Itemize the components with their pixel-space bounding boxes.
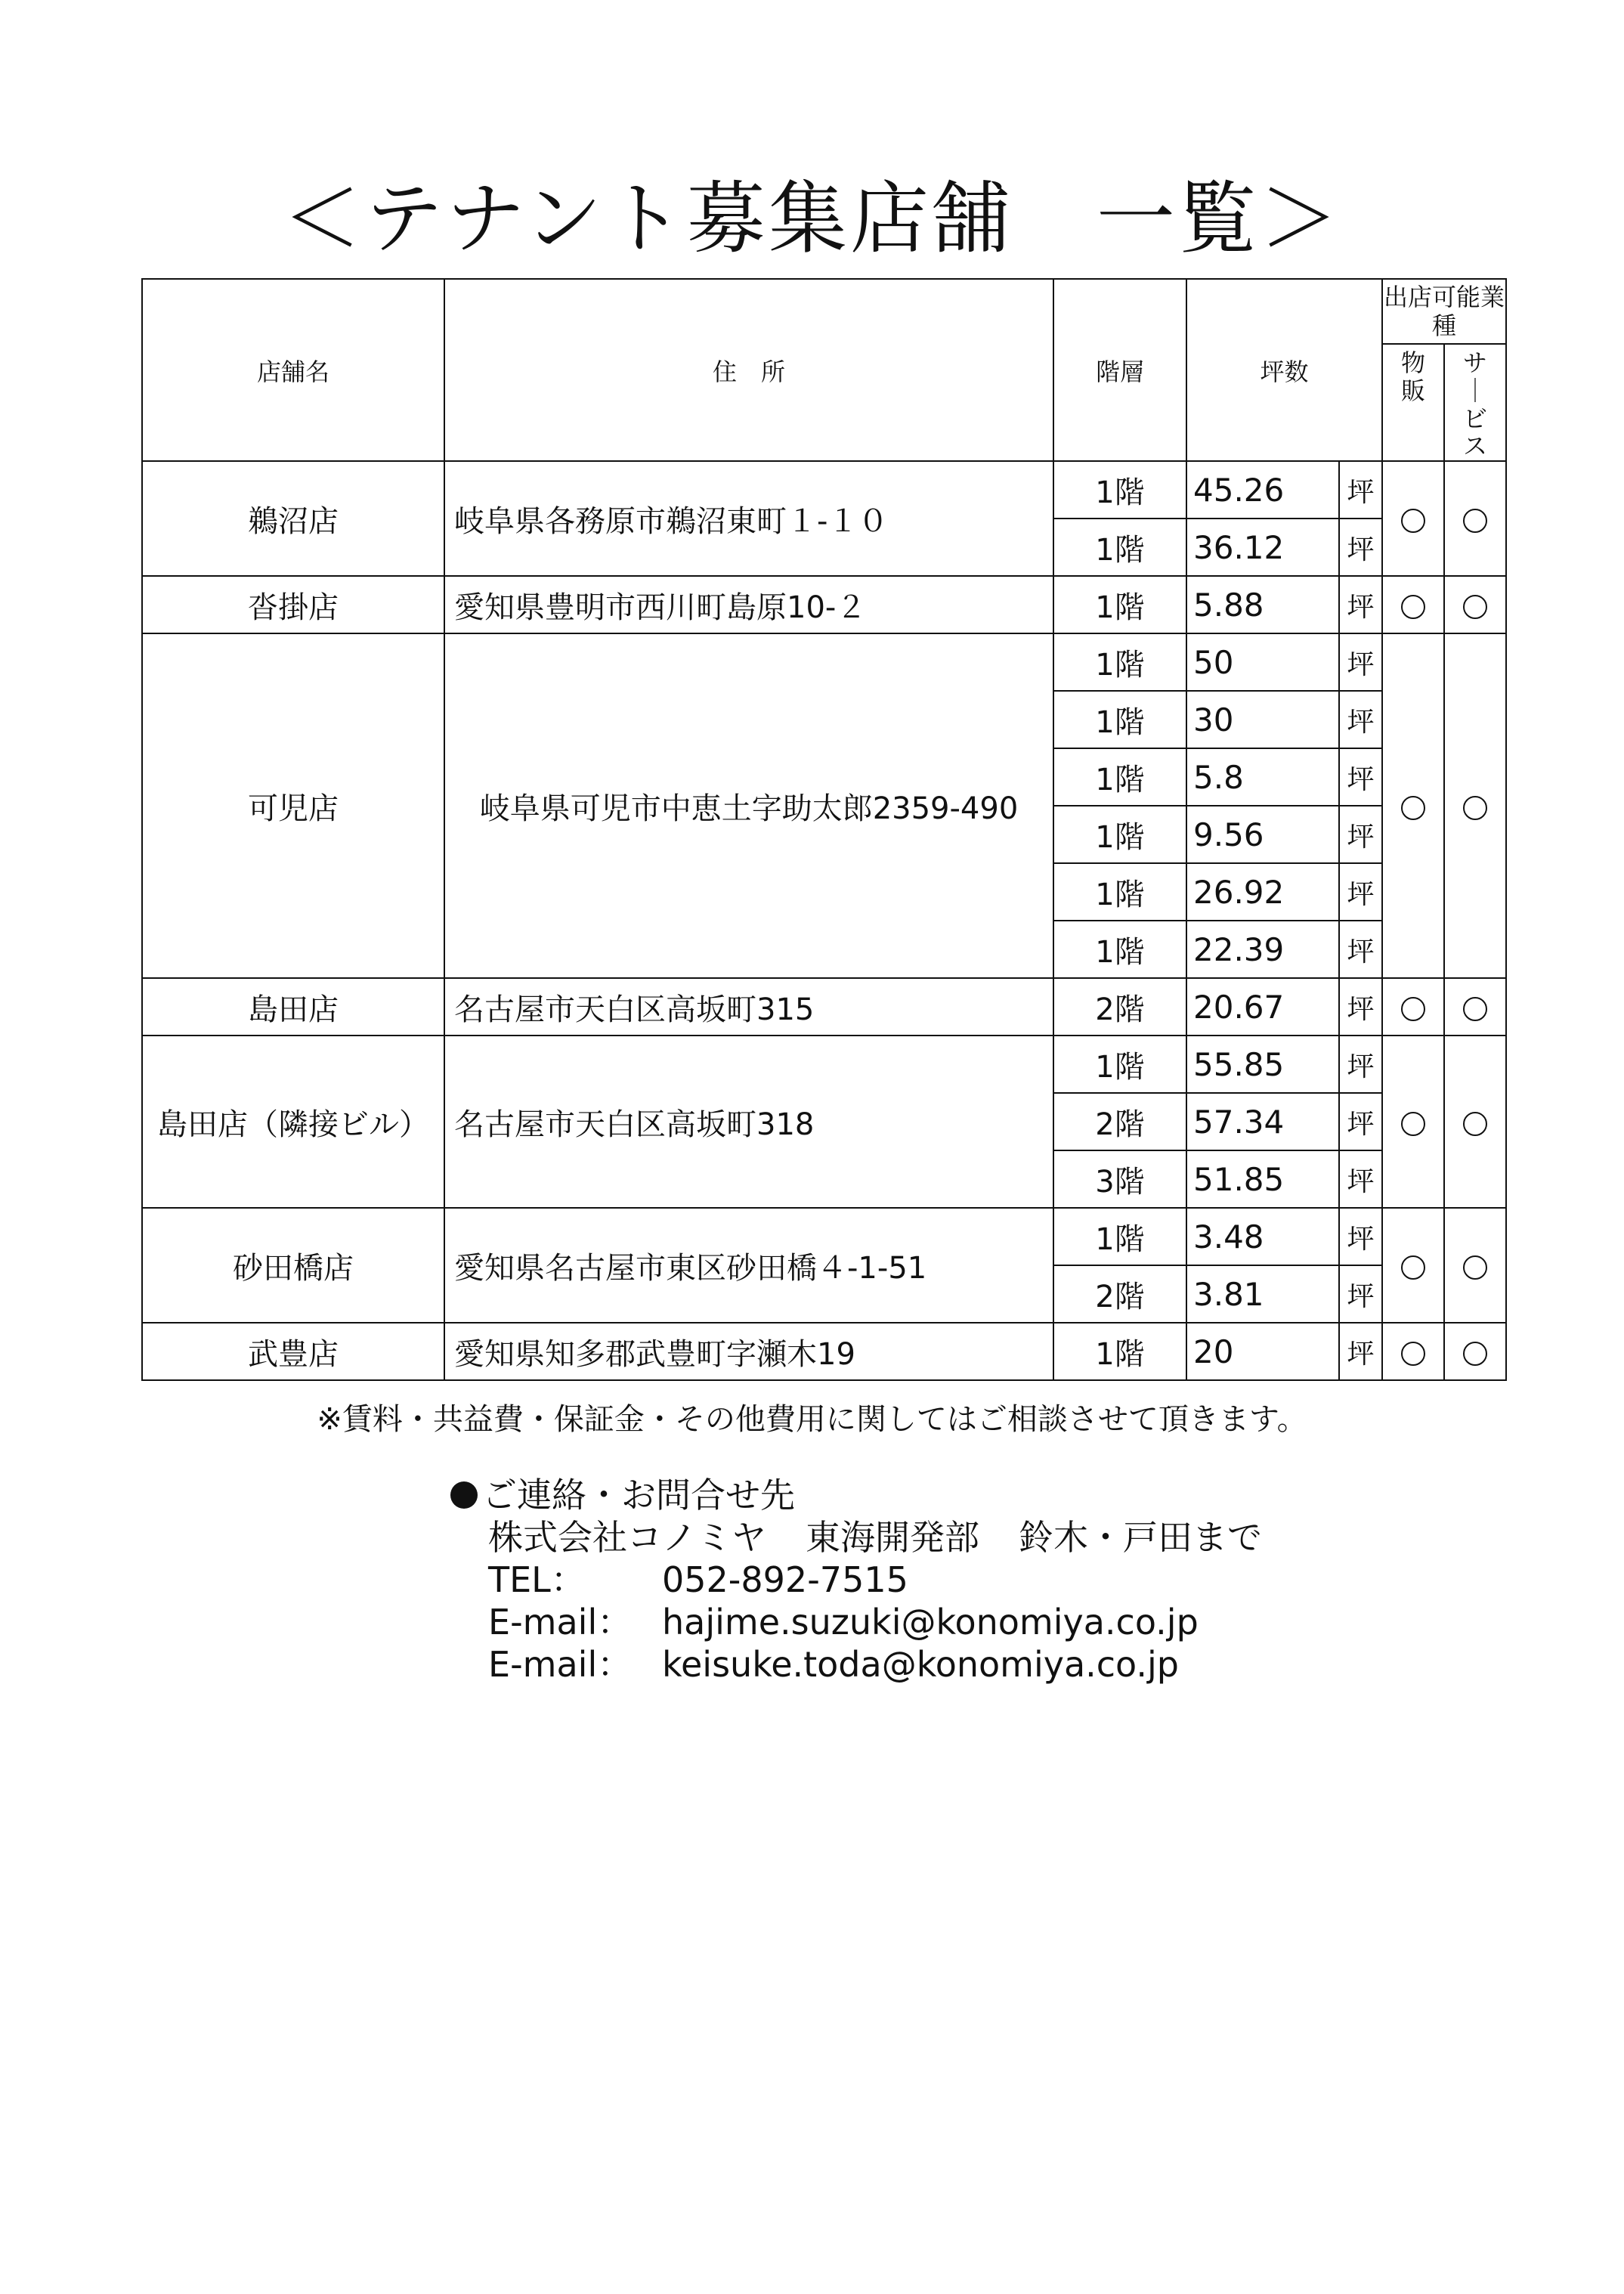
- unit-area: 5.8: [1186, 748, 1339, 806]
- contact-company-line: [450, 1516, 1262, 1559]
- store-address: 愛知県名古屋市東区砂田橋４-1-51: [444, 1208, 1053, 1323]
- unit-area: 51.85: [1186, 1150, 1339, 1208]
- store-name: 島田店（隣接ビル）: [142, 1036, 444, 1208]
- unit-area: 9.56: [1186, 806, 1339, 863]
- store-name: 沓掛店: [142, 576, 444, 633]
- table-row: [142, 633, 1506, 691]
- area-unit-label: 坪: [1339, 461, 1382, 519]
- store-address: 愛知県豊明市西川町島原10-２: [444, 576, 1053, 633]
- circle-icon: [1401, 595, 1425, 619]
- service-availability: [1444, 633, 1506, 978]
- store-address: 岐阜県可児市中恵土字助太郎2359-490: [444, 633, 1053, 978]
- unit-area: 45.26: [1186, 461, 1339, 519]
- area-unit-label: 坪: [1339, 1093, 1382, 1150]
- header-outlet-types: 出店可能業種: [1382, 279, 1506, 344]
- unit-area: 20: [1186, 1323, 1339, 1380]
- area-unit-label: 坪: [1339, 633, 1382, 691]
- service-availability: [1444, 1036, 1506, 1208]
- circle-icon: [1463, 1342, 1487, 1366]
- area-unit-label: 坪: [1339, 1265, 1382, 1323]
- area-unit-label: 坪: [1339, 519, 1382, 576]
- unit-floor: 1階: [1053, 748, 1186, 806]
- area-unit-label: 坪: [1339, 1036, 1382, 1093]
- unit-floor: 3階: [1053, 1150, 1186, 1208]
- tenant-table-body: [142, 461, 1506, 1380]
- table-row: [142, 576, 1506, 633]
- circle-icon: [1463, 595, 1487, 619]
- area-unit-label: 坪: [1339, 1150, 1382, 1208]
- area-unit-label: 坪: [1339, 576, 1382, 633]
- store-address: 愛知県知多郡武豊町字瀬木19: [444, 1323, 1053, 1380]
- unit-floor: 1階: [1053, 461, 1186, 519]
- contact-tel-line: [450, 1559, 1262, 1601]
- unit-area: 55.85: [1186, 1036, 1339, 1093]
- email-label: E-mail：: [488, 1644, 633, 1685]
- circle-icon: [1401, 997, 1425, 1021]
- area-unit-label: 坪: [1339, 1208, 1382, 1265]
- circle-icon: [1463, 796, 1487, 820]
- unit-area: 50: [1186, 633, 1339, 691]
- retail-availability: [1382, 1208, 1444, 1323]
- header-retail: 物 販: [1382, 344, 1444, 461]
- circle-icon: [1463, 1112, 1487, 1136]
- unit-floor: 2階: [1053, 978, 1186, 1036]
- unit-floor: 1階: [1053, 519, 1186, 576]
- unit-floor: 1階: [1053, 633, 1186, 691]
- bullet-icon: [450, 1481, 478, 1509]
- store-address: 名古屋市天白区高坂町318: [444, 1036, 1053, 1208]
- unit-floor: 1階: [1053, 576, 1186, 633]
- unit-floor: 1階: [1053, 1036, 1186, 1093]
- contact-block: [450, 1474, 1262, 1686]
- unit-area: 5.88: [1186, 576, 1339, 633]
- table-row: [142, 1208, 1506, 1265]
- service-availability: [1444, 1323, 1506, 1380]
- header-area: 坪数: [1186, 279, 1382, 461]
- contact-email-line: [450, 1601, 1262, 1643]
- contact-company: 株式会社コノミヤ: [488, 1517, 766, 1558]
- email-address[interactable]: keisuke.toda@konomiya.co.jp: [662, 1644, 1179, 1685]
- table-row: [142, 1036, 1506, 1093]
- contact-email-line: [450, 1643, 1262, 1686]
- contact-heading: [450, 1474, 1262, 1516]
- service-availability: [1444, 978, 1506, 1036]
- tel-label: TEL：: [488, 1559, 586, 1600]
- store-name: 可児店: [142, 633, 444, 978]
- circle-icon: [1463, 1255, 1487, 1280]
- unit-area: 36.12: [1186, 519, 1339, 576]
- area-unit-label: 坪: [1339, 691, 1382, 748]
- service-availability: [1444, 1208, 1506, 1323]
- unit-area: 26.92: [1186, 863, 1339, 921]
- store-name: 砂田橋店: [142, 1208, 444, 1323]
- unit-area: 20.67: [1186, 978, 1339, 1036]
- store-name: 武豊店: [142, 1323, 444, 1380]
- service-availability: [1444, 461, 1506, 576]
- unit-area: 22.39: [1186, 921, 1339, 978]
- page-title-right: 一覧＞: [1096, 172, 1341, 265]
- unit-floor: 1階: [1053, 1323, 1186, 1380]
- retail-availability: [1382, 1036, 1444, 1208]
- unit-floor: 1階: [1053, 921, 1186, 978]
- header-address: 住 所: [444, 279, 1053, 461]
- circle-icon: [1401, 509, 1425, 533]
- unit-floor: 1階: [1053, 1208, 1186, 1265]
- retail-availability: [1382, 1323, 1444, 1380]
- tenant-table: [141, 278, 1507, 1381]
- retail-availability: [1382, 576, 1444, 633]
- area-unit-label: 坪: [1339, 863, 1382, 921]
- header-store: 店舗名: [142, 279, 444, 461]
- tel-number: 052-892-7515: [662, 1559, 908, 1600]
- retail-availability: [1382, 633, 1444, 978]
- retail-availability: [1382, 978, 1444, 1036]
- circle-icon: [1401, 1112, 1425, 1136]
- store-address: 名古屋市天白区高坂町315: [444, 978, 1053, 1036]
- unit-area: 57.34: [1186, 1093, 1339, 1150]
- unit-floor: 2階: [1053, 1265, 1186, 1323]
- store-address: 岐阜県各務原市鵜沼東町１-１０: [444, 461, 1053, 576]
- area-unit-label: 坪: [1339, 806, 1382, 863]
- header-floor: 階層: [1053, 279, 1186, 461]
- circle-icon: [1463, 997, 1487, 1021]
- page-title: [0, 172, 1624, 265]
- unit-floor: 1階: [1053, 863, 1186, 921]
- email-address[interactable]: hajime.suzuki@konomiya.co.jp: [662, 1602, 1199, 1642]
- table-row: [142, 978, 1506, 1036]
- contact-heading-text: ご連絡・お問合せ先: [482, 1475, 795, 1515]
- unit-floor: 1階: [1053, 806, 1186, 863]
- unit-floor: 2階: [1053, 1093, 1186, 1150]
- area-unit-label: 坪: [1339, 921, 1382, 978]
- fee-note: ※賃料・共益費・保証金・その他費用に関してはご相談させて頂きます。: [317, 1402, 1307, 1437]
- store-name: 鵜沼店: [142, 461, 444, 576]
- retail-availability: [1382, 461, 1444, 576]
- circle-icon: [1401, 796, 1425, 820]
- contact-persons: 鈴木・戸田まで: [1019, 1517, 1262, 1558]
- unit-floor: 1階: [1053, 691, 1186, 748]
- contact-department: 東海開発部: [806, 1517, 979, 1558]
- circle-icon: [1463, 509, 1487, 533]
- page-title-left: ＜テナント募集店舗: [283, 172, 1013, 265]
- area-unit-label: 坪: [1339, 978, 1382, 1036]
- service-availability: [1444, 576, 1506, 633]
- table-row: [142, 461, 1506, 519]
- header-service: サ ｜ ビ ス: [1444, 344, 1506, 461]
- unit-area: 30: [1186, 691, 1339, 748]
- area-unit-label: 坪: [1339, 748, 1382, 806]
- unit-area: 3.81: [1186, 1265, 1339, 1323]
- circle-icon: [1401, 1342, 1425, 1366]
- area-unit-label: 坪: [1339, 1323, 1382, 1380]
- email-label: E-mail：: [488, 1602, 633, 1642]
- circle-icon: [1401, 1255, 1425, 1280]
- table-row: [142, 1323, 1506, 1380]
- unit-area: 3.48: [1186, 1208, 1339, 1265]
- store-name: 島田店: [142, 978, 444, 1036]
